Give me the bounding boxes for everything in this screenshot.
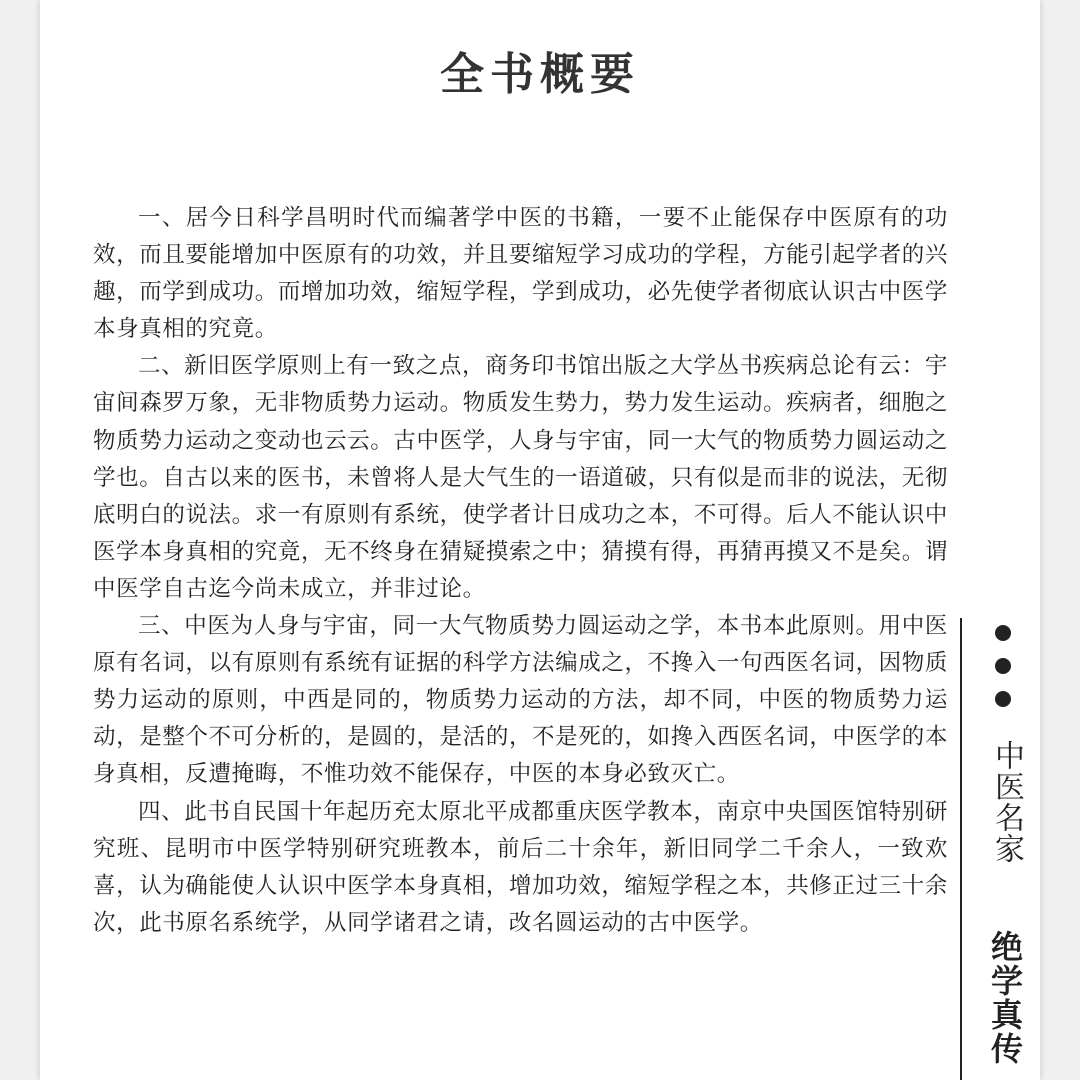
paragraph-3: 三、中医为人身与宇宙，同一大气物质势力圆运动之学，本书本此原则。用中医原有名词，以有原则有系统有证据的科学方法编成之，不搀入一句西医名词，因物质势力运动的原则，中西是同的，物质势力运动的方法，却不同，中医的物质势力运动，是整个不可分析的，是圆的，是活的，不是死的，如搀入西医名词，中医学的本身真相，反遭掩晦，不惟功效不能保存，中医的本身必致灭亡。	[93, 613, 948, 788]
dot-icon	[995, 625, 1011, 641]
body-text	[93, 200, 948, 942]
paragraph-1: 一、居今日科学昌明时代而编著学中医的书籍，一要不止能保存中医原有的功效，而且要能增加中医原有的功效，并且要缩短学习成功的学程，方能引起学者的兴趣，而学到成功。而增加功效，缩短学程，学到成功，必先使学者彻底认识古中医学本身真相的究竟。	[93, 205, 948, 343]
dot-icon	[995, 658, 1011, 674]
series-subtitle: 绝学真传	[986, 930, 1024, 1066]
dot-icon	[995, 691, 1011, 707]
paragraph-2: 二、新旧医学原则上有一致之点，商务印书馆出版之大学丛书疾病总论有云：宇宙间森罗万象，无非物质势力运动。物质发生势力，势力发生运动。疾病者，细胞之物质势力运动之变动也云云。古中医学，人身与宇宙，同一大气的物质势力圆运动之学也。自古以来的医书，未曾将人是大气生的一语道破，只有似是而非的说法，无彻底明白的说法。求一有原则有系统，使学者计日成功之本，不可得。后人不能认识中医学本身真相的究竟，无不终身在猜疑摸索之中；猜摸有得，再猜再摸又不是矣。谓中医学自古迄今尚未成立，并非过论。	[93, 353, 948, 602]
page-title: 全书概要	[440, 49, 640, 100]
side-divider	[960, 618, 962, 1080]
paragraph-4: 四、此书自民国十年起历充太原北平成都重庆医学教本，南京中央国医馆特别研究班、昆明市中医学特别研究班教本，前后二十余年，新旧同学二千余人，一致欢喜，认为确能使人认识中医学本身真相，增加功效，缩短学程之本，共修正过三十余次，此书原名系统学，从同学诸君之请，改名圆运动的古中医学。	[93, 798, 948, 936]
series-name: 中医名家	[989, 740, 1024, 864]
side-dots	[995, 625, 1013, 724]
document-page	[40, 0, 1040, 1080]
